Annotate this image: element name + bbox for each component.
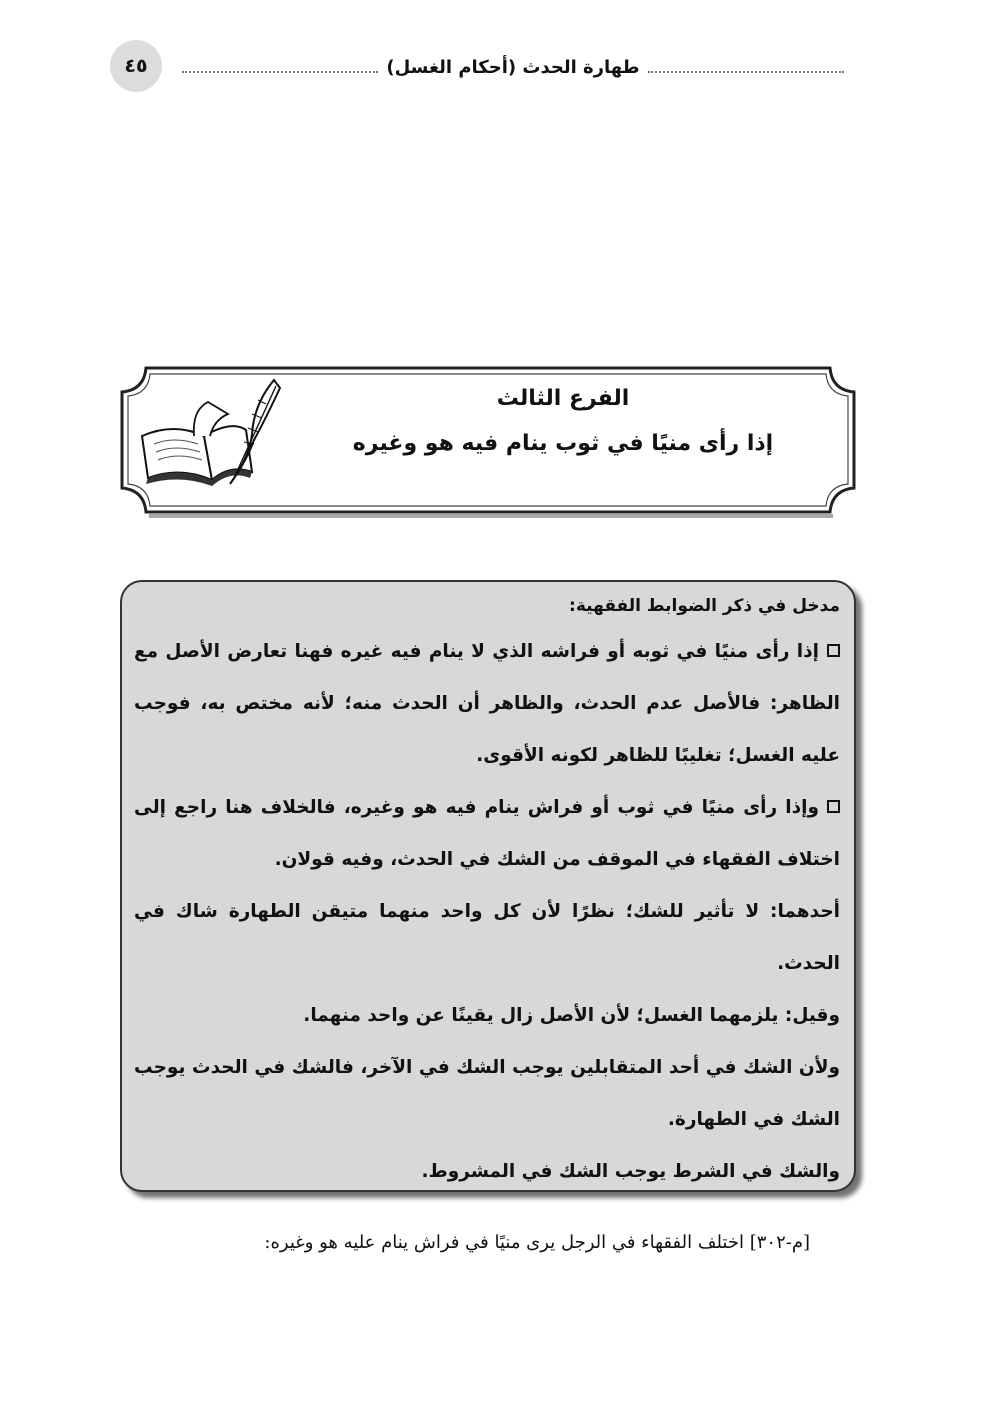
- rule-paragraph: أحدهما: لا تأثير للشك؛ نظرًا لأن كل واحد منهما متيقن الطهارة شاك في الحدث.: [134, 901, 840, 974]
- rule-paragraph: والشك في الشرط يوجب الشك في المشروط.: [421, 1161, 840, 1182]
- rule-paragraph: إذا رأى منيًا في ثوبه أو فراشه الذي لا ينام فيه غيره فهنا تعارض الأصل مع الظاهر: فالأصل عدم الحدث، والظاهر أن الحدث منه؛ لأنه مختص به، فوجب عليه الغسل؛ تغليبًا للظاهر لكونه الأقوى.: [134, 641, 840, 766]
- running-title-text: طهارة الحدث (أحكام الغسل): [386, 56, 640, 78]
- section-banner: [116, 362, 860, 518]
- dotted-leader: [648, 71, 844, 73]
- rule-paragraph: وإذا رأى منيًا في ثوب أو فراش ينام فيه هو وغيره، فالخلاف هنا راجع إلى اختلاف الفقهاء في الموقف من الشك في الحدث، وفيه قولان.: [134, 797, 840, 870]
- checkbox-bullet-icon: [827, 800, 840, 813]
- running-title: [176, 52, 850, 82]
- section-heading: [306, 386, 820, 456]
- checkbox-bullet-icon: [827, 644, 840, 657]
- section-title: إذا رأى منيًا في ثوب ينام فيه هو وغيره: [352, 431, 774, 456]
- rule-paragraph: ولأن الشك في أحد المتقابلين يوجب الشك في الآخر، فالشك في الحدث يوجب الشك في الطهارة.: [134, 1057, 840, 1130]
- dotted-leader: [182, 71, 378, 73]
- page-number: ٤٥: [110, 40, 162, 92]
- body-text-line: [م-٣٠٢] اختلف الفقهاء في الرجل يرى منيًا في فراش ينام عليه هو وغيره:: [264, 1232, 810, 1253]
- rules-box: [120, 580, 856, 1192]
- section-kicker: الفرع الثالث: [496, 386, 630, 411]
- book-quill-icon: [134, 374, 284, 498]
- page-header: [110, 40, 850, 100]
- rules-heading: مدخل في ذكر الضوابط الفقهية:: [569, 596, 840, 616]
- rule-paragraph: وقيل: يلزمهما الغسل؛ لأن الأصل زال يقينًا عن واحد منهما.: [303, 1005, 840, 1026]
